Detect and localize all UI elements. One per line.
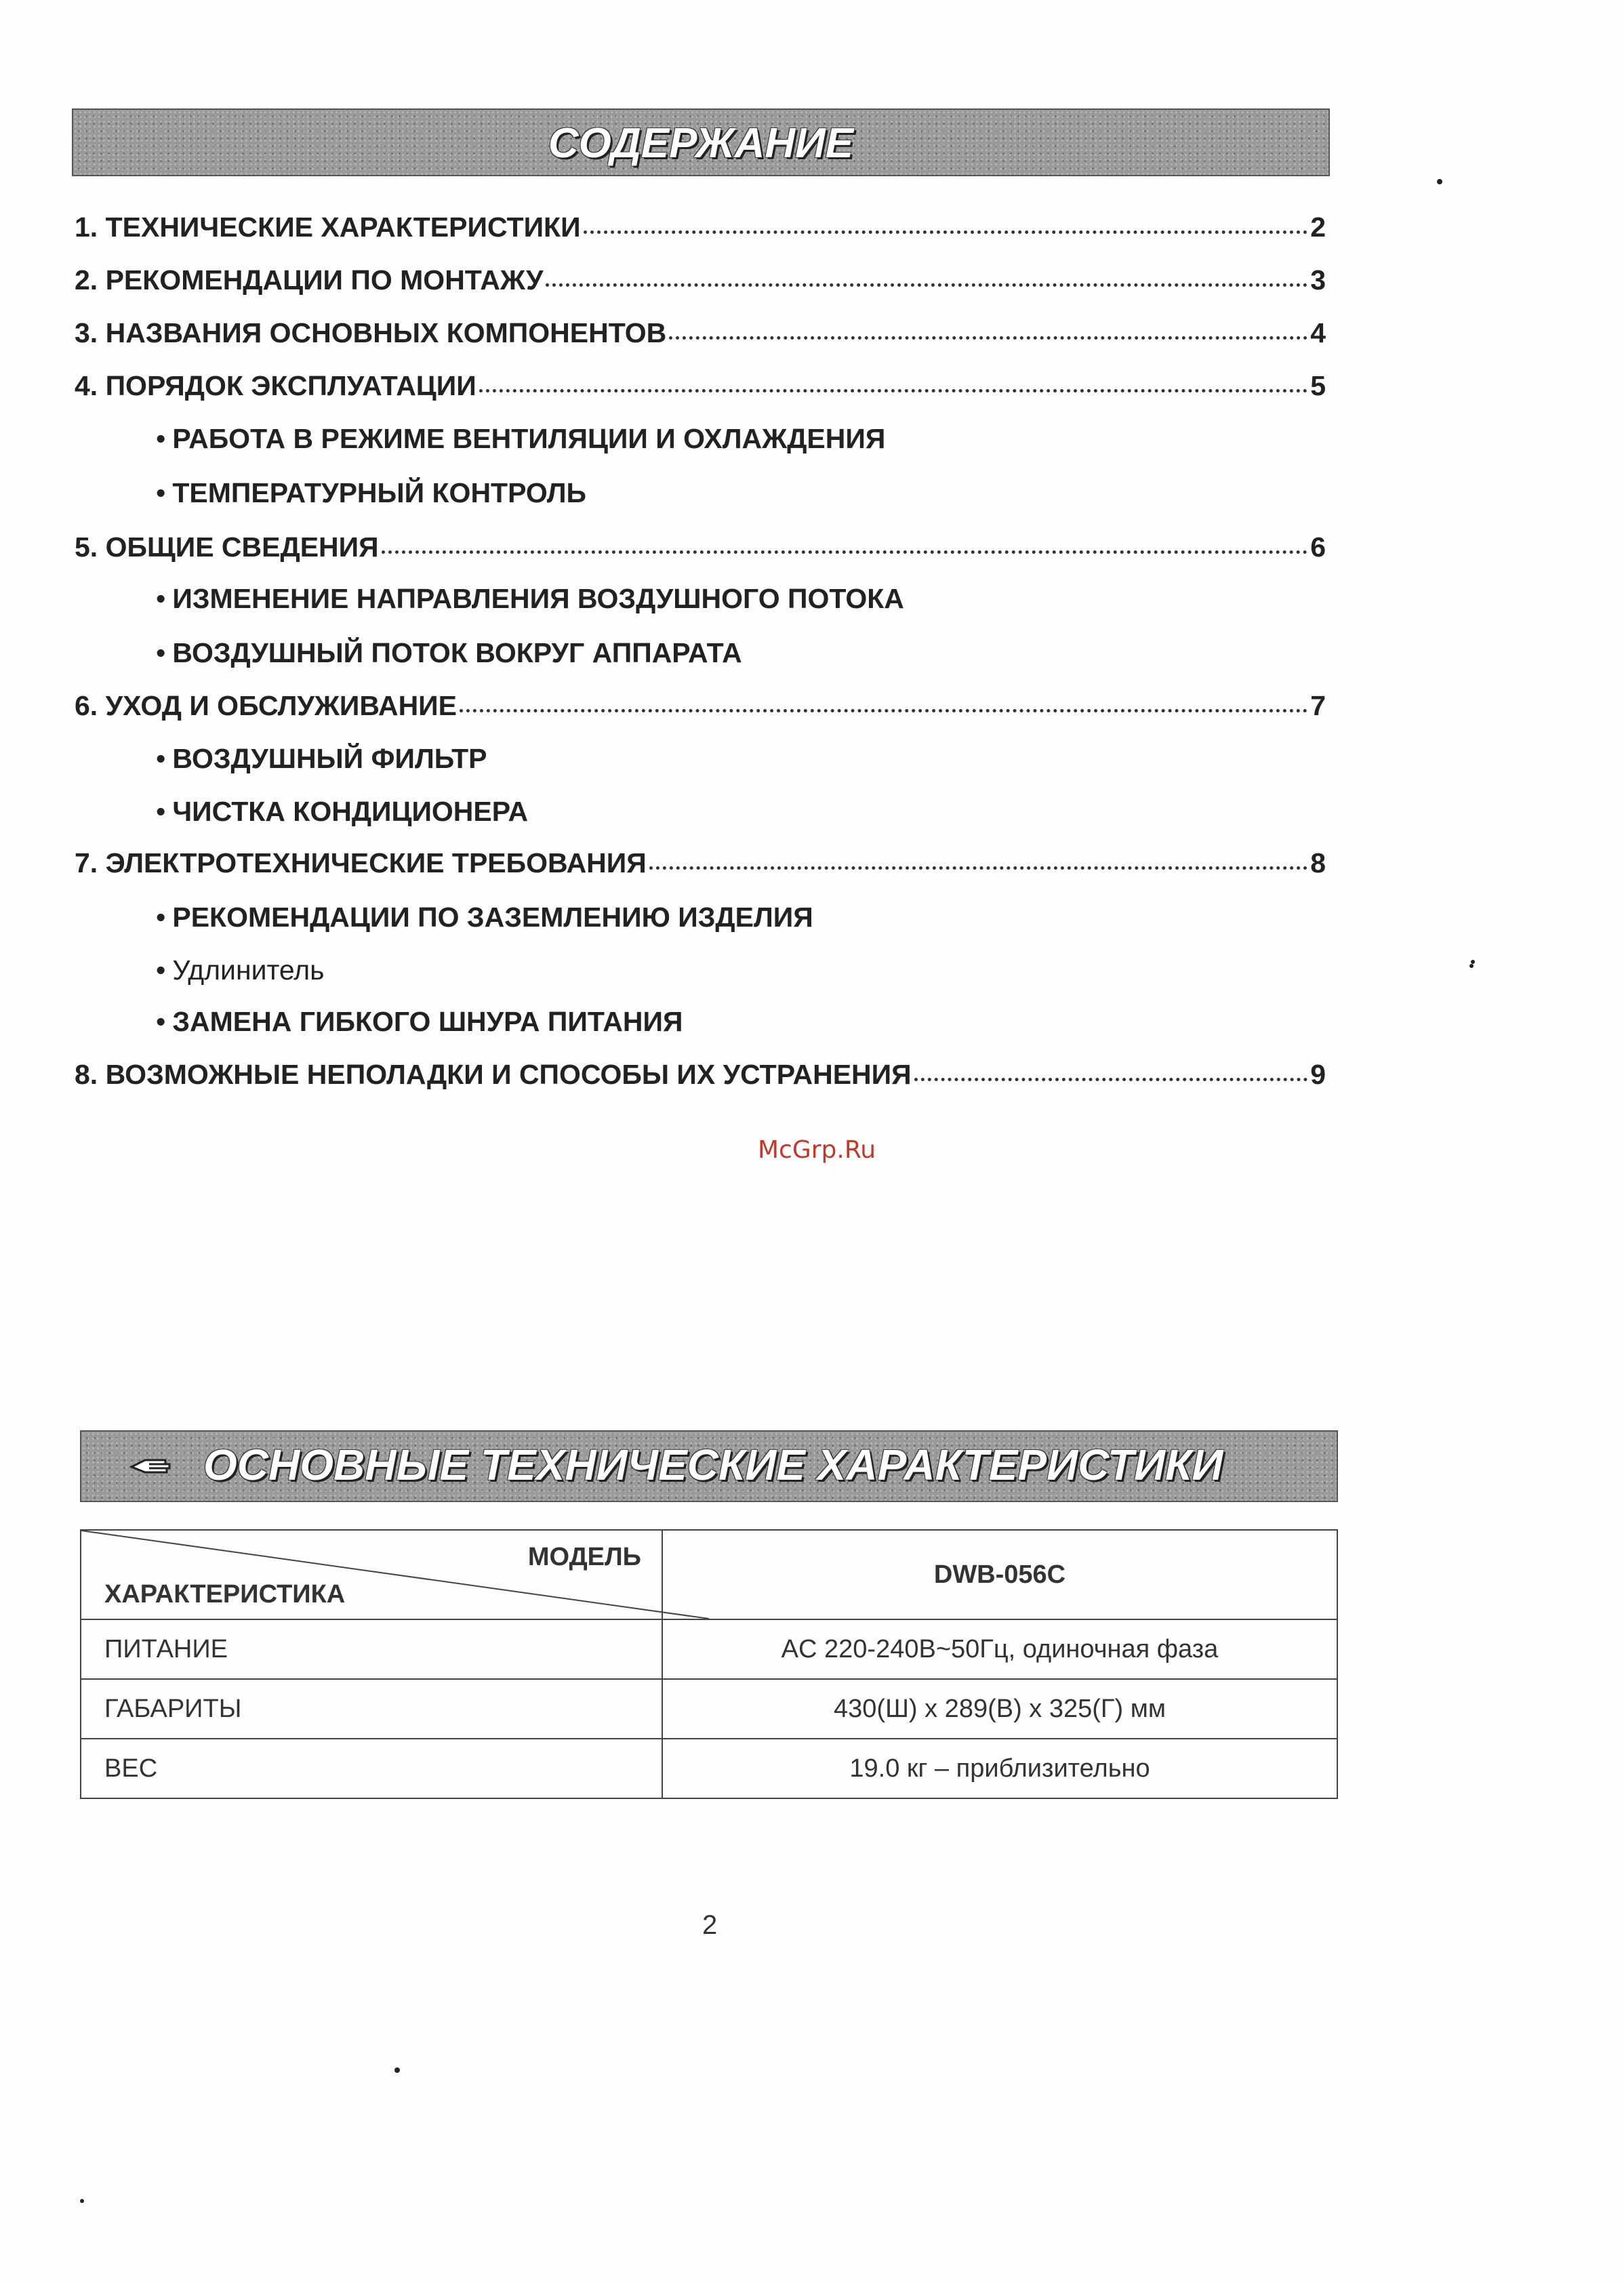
toc-leader	[669, 336, 1307, 340]
header-model-label: МОДЕЛЬ	[527, 1543, 641, 1571]
specs-title: ОСНОВНЫЕ ТЕХНИЧЕСКИЕ ХАРАКТЕРИСТИКИ	[203, 1440, 1223, 1489]
toc-page-number: 4	[1310, 317, 1326, 348]
specs-banner	[80, 1430, 1338, 1502]
toc-subitem[interactable]	[156, 743, 487, 775]
bullet-icon: •	[156, 954, 166, 986]
contents-title: СОДЕРЖАНИЕ	[548, 120, 854, 167]
toc-subitem[interactable]	[156, 583, 904, 615]
toc-leader	[649, 866, 1307, 870]
toc-subitem-label: ВОЗДУШНЫЙ ФИЛЬТР	[172, 743, 487, 774]
toc-subitem-label: ЧИСТКА КОНДИЦИОНЕРА	[172, 796, 529, 827]
header-diagonal-cell	[81, 1530, 662, 1619]
bullet-icon: •	[156, 423, 166, 454]
toc-subitem[interactable]	[156, 796, 528, 828]
row-name: ГАБАРИТЫ	[81, 1679, 662, 1739]
table-header-row	[81, 1530, 1337, 1619]
toc-item-label: 1. ТЕХНИЧЕСКИЕ ХАРАКТЕРИСТИКИ	[75, 211, 581, 243]
bullet-icon: •	[156, 1006, 166, 1037]
toc-item-label: 8. ВОЗМОЖНЫЕ НЕПОЛАДКИ И СПОСОБЫ ИХ УСТРАНЕНИЯ	[75, 1059, 912, 1090]
watermark: McGrp.Ru	[758, 1136, 876, 1164]
toc-subitem-label: РАБОТА В РЕЖИМЕ ВЕНТИЛЯЦИИ И ОХЛАЖДЕНИЯ	[172, 423, 886, 454]
toc-leader	[914, 1078, 1308, 1081]
scan-speck	[394, 2067, 400, 2073]
toc-subitem-label: ВОЗДУШНЫЙ ПОТОК ВОКРУГ АППАРАТА	[172, 637, 742, 668]
contents-banner	[72, 108, 1330, 176]
toc-page-number: 6	[1310, 531, 1326, 563]
toc-item-4[interactable]	[75, 370, 1326, 402]
toc-subitem[interactable]	[156, 902, 813, 933]
bullet-icon: •	[156, 477, 166, 508]
toc-page-number: 8	[1310, 847, 1326, 878]
toc-item-3[interactable]	[75, 317, 1326, 349]
specs-table	[80, 1529, 1338, 1799]
toc-page-number: 9	[1310, 1059, 1326, 1090]
toc-subitem[interactable]	[156, 637, 742, 669]
toc-leader	[584, 230, 1308, 234]
toc-item-1[interactable]	[75, 211, 1326, 243]
scan-speck	[1469, 964, 1474, 968]
toc-item-5[interactable]	[75, 531, 1326, 563]
toc-subitem[interactable]	[156, 423, 885, 455]
toc-subitem[interactable]	[156, 954, 325, 986]
row-value: 430(Ш) x 289(В) x 325(Г) мм	[662, 1679, 1337, 1739]
toc-item-label: 3. НАЗВАНИЯ ОСНОВНЫХ КОМПОНЕНТОВ	[75, 317, 667, 348]
toc-leader	[460, 709, 1307, 712]
bullet-icon: •	[156, 583, 166, 614]
toc-item-6[interactable]	[75, 690, 1326, 722]
toc-subitem-label: ТЕМПЕРАТУРНЫЙ КОНТРОЛЬ	[172, 477, 587, 508]
toc-leader	[382, 550, 1308, 554]
toc-page-number: 5	[1310, 370, 1326, 401]
bullet-icon: •	[156, 902, 166, 933]
toc-page-number: 7	[1310, 690, 1326, 721]
toc-item-2[interactable]	[75, 264, 1326, 296]
row-name: ВЕС	[81, 1739, 662, 1798]
toc-item-label: 5. ОБЩИЕ СВЕДЕНИЯ	[75, 531, 379, 563]
toc-page-number: 2	[1310, 211, 1326, 243]
toc-subitem-label: ЗАМЕНА ГИБКОГО ШНУРА ПИТАНИЯ	[172, 1006, 683, 1037]
row-value: 19.0 кг – приблизительно	[662, 1739, 1337, 1798]
scan-speck	[1471, 960, 1475, 964]
toc-leader	[546, 283, 1307, 287]
toc-item-7[interactable]	[75, 847, 1326, 879]
toc-page-number: 3	[1310, 264, 1326, 296]
toc-item-label: 6. УХОД И ОБСЛУЖИВАНИЕ	[75, 690, 457, 721]
row-value: AC 220-240В~50Гц, одиночная фаза	[662, 1619, 1337, 1679]
table-row	[81, 1619, 1337, 1679]
table-row	[81, 1739, 1337, 1798]
toc-item-label: 7. ЭЛЕКТРОТЕХНИЧЕСКИЕ ТРЕБОВАНИЯ	[75, 847, 647, 878]
toc-item-label: 2. РЕКОМЕНДАЦИИ ПО МОНТАЖУ	[75, 264, 544, 296]
bullet-icon: •	[156, 743, 166, 774]
header-characteristic-label: ХАРАКТЕРИСТИКА	[104, 1580, 346, 1609]
toc-item-label: 4. ПОРЯДОК ЭКСПЛУАТАЦИИ	[75, 370, 476, 401]
scan-speck	[1437, 179, 1442, 184]
toc-subitem[interactable]	[156, 1006, 683, 1038]
bullet-icon: •	[156, 637, 166, 668]
toc-subitem-label: Удлинитель	[172, 954, 325, 986]
toc-subitem-label: РЕКОМЕНДАЦИИ ПО ЗАЗЕМЛЕНИЮ ИЗДЕЛИЯ	[172, 902, 813, 933]
toc-subitem[interactable]	[156, 477, 586, 509]
bullet-icon: •	[156, 796, 166, 827]
toc-item-8[interactable]	[75, 1059, 1326, 1091]
page-number: 2	[702, 1910, 718, 1940]
toc-subitem-label: ИЗМЕНЕНИЕ НАПРАВЛЕНИЯ ВОЗДУШНОГО ПОТОКА	[172, 583, 904, 614]
header-model-name: DWB-056C	[662, 1530, 1337, 1619]
scan-speck	[80, 2199, 84, 2203]
row-name: ПИТАНИЕ	[81, 1619, 662, 1679]
table-row	[81, 1679, 1337, 1739]
hand-pointer-icon	[129, 1453, 176, 1480]
toc-leader	[479, 389, 1307, 392]
